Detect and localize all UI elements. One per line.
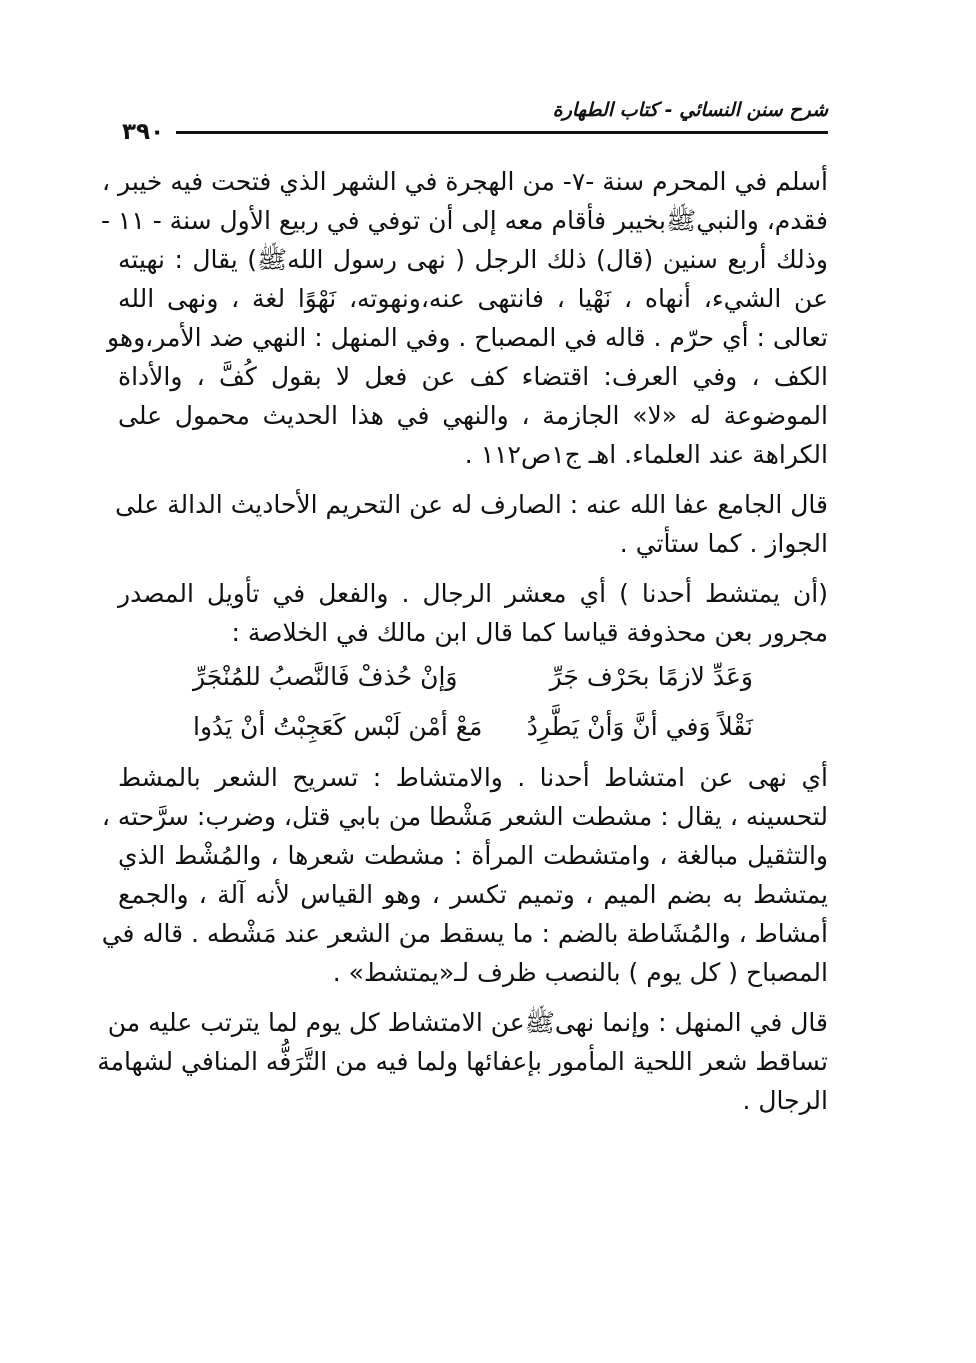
text-line: الموضوعة له «لا» الجازمة ، والنهي في هذا الحديث محمول على	[118, 401, 828, 430]
text-line: الجواز . كما ستأتي .	[619, 529, 828, 558]
verse-first-hemistich: نَقْلاً وَفي أنَّ وَأنْ يَطَّرِدُ	[526, 712, 753, 741]
poem	[193, 652, 753, 752]
text-line: الكف ، وفي العرف: اقتضاء كف عن فعل لا بقول كُفَّ ، والأداة	[118, 362, 828, 391]
page-number: ٣٩٠	[118, 119, 168, 145]
text-line: يمتشط به بضم الميم ، وتميم تكسر ، وهو القياس لأنه آلة ، والجمع	[118, 880, 828, 909]
text-line: قال في المنهل : وإنما نهىﷺعن الامتشاط كل يوم لما يترتب عليه من	[107, 1008, 828, 1037]
text-line: تعالى : أي حرّم . قاله في المصباح . وفي المنهل : النهي ضد الأمر،وهو	[106, 323, 828, 352]
paragraph-1	[100, 162, 828, 474]
text-line: والتثقيل مبالغة ، وامتشطت المرأة : مشطت شعرها ، والمُشْط الذي	[118, 841, 828, 870]
paragraph-2	[115, 485, 828, 563]
text-line: الكراهة عند العلماء. اهـ ج١ص١١٢ .	[464, 440, 828, 469]
paragraph-4	[101, 758, 828, 992]
text-line: أمشاط ، والمُشَاطة بالضم : ما يسقط من الشعر عند مَشْطه . قاله في	[101, 919, 828, 948]
header-rule	[176, 131, 828, 134]
text-line: (أن يمتشط أحدنا ) أي معشر الرجال . والفعل في تأويل المصدر	[118, 579, 828, 608]
text-line: عن الشيء، أنهاه ، نَهْيا ، فانتهى عنه،ونهوته، نَهْوًا لغة ، ونهى الله	[118, 284, 828, 313]
page-header	[118, 98, 828, 145]
verse-first-hemistich: وَعَدِّ لازمًا بحَرْف جَرِّ	[549, 662, 753, 691]
text-line: لتحسينه ، يقال : مشطت الشعر مَشْطا من بابي قتل، وضرب: سرَّحته ،	[101, 802, 828, 831]
text-line: تساقط شعر اللحية المأمور بإعفائها ولما فيه من التَّرَفُّه المنافي لشهامة	[97, 1047, 828, 1076]
paragraph-3	[118, 574, 828, 652]
poem-verse	[193, 702, 753, 752]
text-line: أي نهى عن امتشاط أحدنا . والامتشاط : تسريح الشعر بالمشط	[118, 763, 828, 792]
verse-second-hemistich: مَعْ أمْن لَبْس كَعَجِبْتُ أنْ يَدُوا	[193, 712, 483, 741]
running-title: شرح سنن النسائي - كتاب الطهارة	[552, 99, 828, 121]
verse-second-hemistich: وَإنْ حُذفْ فَالنَّصبُ للمُنْجَرِّ	[193, 662, 458, 691]
text-line: قال الجامع عفا الله عنه : الصارف له عن التحريم الأحاديث الدالة على	[115, 490, 828, 519]
poem-verse	[193, 652, 753, 702]
text-line: الرجال .	[742, 1086, 828, 1115]
text-line: فقدم، والنبيﷺبخيبر فأقام معه إلى أن توفي في ربيع الأول سنة - ١١ -	[100, 206, 828, 235]
paragraph-5	[97, 1003, 828, 1120]
text-line: مجرور بعن محذوفة قياسا كما قال ابن مالك في الخلاصة :	[231, 618, 828, 647]
text-line: وذلك أربع سنين (قال) ذلك الرجل ( نهى رسول اللهﷺ) يقال : نهيته	[118, 245, 828, 274]
text-line: أسلم في المحرم سنة -٧- من الهجرة في الشهر الذي فتحت فيه خيبر ،	[102, 167, 828, 196]
body-text	[97, 162, 828, 1120]
text-line: المصباح ( كل يوم ) بالنصب ظرف لـ«يمتشط» .	[332, 958, 828, 987]
